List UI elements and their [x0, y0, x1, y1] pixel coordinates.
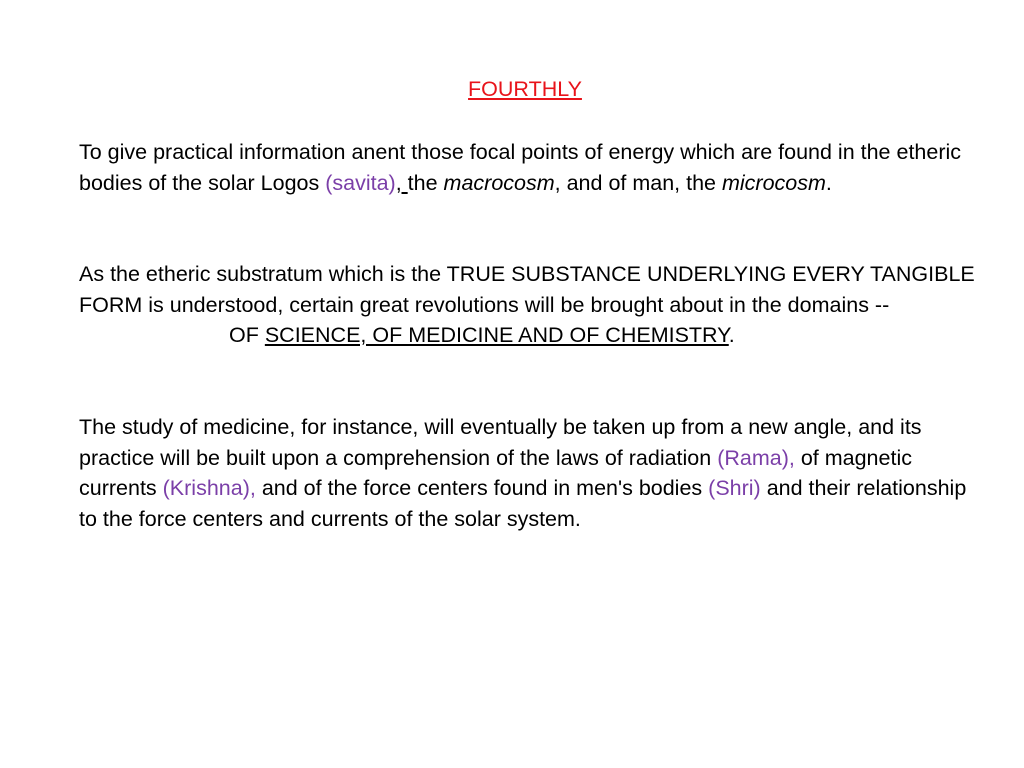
- para3-text-b: of magnetic currents: [79, 445, 912, 500]
- domains-line: [79, 320, 984, 351]
- para3-text-d: and their relationship to the force centers and currents of the solar system.: [79, 476, 967, 531]
- domains-list: SCIENCE, OF MEDICINE AND OF CHEMISTRY: [264, 323, 729, 347]
- term-macrocosm: macrocosm: [443, 170, 555, 195]
- domains-period: .: [728, 323, 735, 347]
- para3-text-c: and of the force centers found in men's bodies: [255, 476, 709, 500]
- heading-fourthly: FOURTHLY: [468, 77, 582, 101]
- term-savita: (savita): [325, 170, 396, 195]
- para1-comma: ,: [395, 170, 408, 195]
- paragraph-etheric-substratum: [79, 259, 984, 351]
- para1-text-b: the: [407, 170, 444, 195]
- paragraph-medicine: [79, 412, 984, 534]
- domains-prefix: OF: [229, 323, 265, 347]
- para1-text-c: , and of man, the: [554, 170, 722, 195]
- para1-text-d: .: [825, 170, 832, 195]
- term-shri: (Shri): [708, 476, 761, 500]
- term-krishna: (Krishna),: [162, 476, 256, 500]
- para3-text-a: The study of medicine, for instance, will eventually be taken up from a new angle, and its practice will be built upon a comprehension of the laws of radiation: [79, 415, 922, 470]
- para1-text-a: To give practical information anent those focal points of energy which are found in the etheric bodies of the solar Logos: [79, 140, 962, 195]
- term-microcosm: microcosm: [722, 170, 826, 195]
- paragraph-focal-points: [79, 137, 984, 198]
- term-rama: (Rama),: [717, 445, 795, 470]
- para2-text-a: As the etheric substratum which is the TRUE SUBSTANCE UNDERLYING EVERY TANGIBLE FORM is understood, certain great revolutions will be brought about in the domains --: [79, 262, 975, 317]
